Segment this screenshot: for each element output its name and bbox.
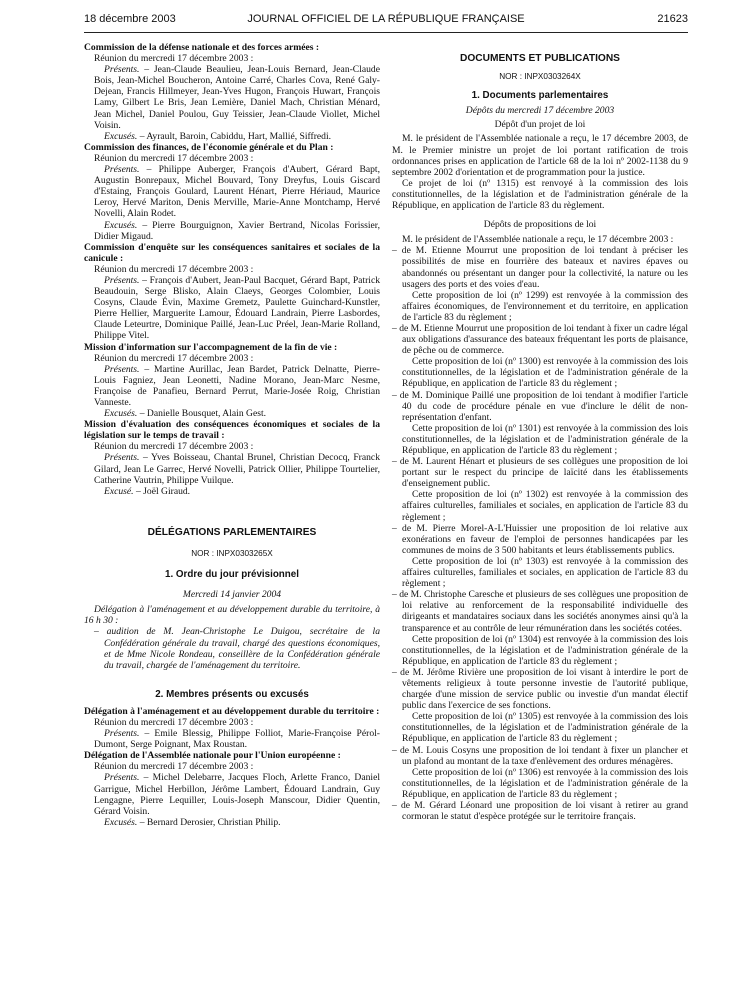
proposal-item: – de M. Jérôme Rivière une proposition de loi visant à interdire le port de vêtements religieux à toute personne investie de l'autorité publique, chargée d'une mission de service public ou investie d'un mandat électif public dans l'exercice de ses fonctions. xyxy=(392,666,688,712)
deposits-date: Dépôts du mercredi 17 décembre 2003 xyxy=(465,105,615,117)
agenda-intro: Délégation à l'aménagement et au développement durable du territoire, à 16 h 30 : xyxy=(84,604,380,627)
documents-heading: DOCUMENTS ET PUBLICATIONS xyxy=(460,53,620,64)
proposals-intro: M. le président de l'Assemblée nationale a reçu, le 17 décembre 2003 : xyxy=(402,234,674,246)
delegations-nor: NOR : INPX0303265X xyxy=(191,548,273,558)
present-members: Présents. – Martine Aurillac, Jean Bardet, Patrick Delnatte, Pierre-Louis Fagniez, Jean Leonetti, Nadine Morano, Jean-Marc Nesme, Françoise de Panafieu, Bernard Perrut, Marie-Josée Roig, Christian Vanneste. xyxy=(94,363,380,408)
proposal-item: – de M. Laurent Hénart et plusieurs de ses collègues une proposition de loi portant sur le respect du principe de laïcité dans les établissements d'enseignement public. xyxy=(392,456,688,490)
proposals-subheading: Dépôts de propositions de loi xyxy=(483,219,597,231)
proposal-list xyxy=(392,245,688,822)
meeting-date: Réunion du mercredi 17 décembre 2003 : xyxy=(94,761,254,773)
commission-block xyxy=(84,242,380,342)
running-header xyxy=(84,13,688,29)
meeting-date: Réunion du mercredi 17 décembre 2003 : xyxy=(94,263,254,275)
commission-block xyxy=(84,342,380,420)
commission-title: Commission de la défense nationale et des forces armées : xyxy=(84,42,320,53)
meeting-date: Réunion du mercredi 17 décembre 2003 : xyxy=(94,352,254,364)
left-column xyxy=(84,42,380,828)
header-title: JOURNAL OFFICIEL DE LA RÉPUBLIQUE FRANÇAISE xyxy=(247,13,525,25)
present-members: Présents. – Michel Delebarre, Jacques Floch, Arlette Franco, Daniel Garrigue, Michel Herbillon, Jérôme Lambert, Édouard Landrain, Guy Lengagne, Pierre Lequiller, Louis-Joseph Manscour, Didier Quentin, Gérard Voisin. xyxy=(94,772,380,817)
agenda-date: Mercredi 14 janvier 2004 xyxy=(182,589,282,601)
agenda-title: 1. Ordre du jour prévisionnel xyxy=(165,569,299,581)
bill-paragraph: M. le président de l'Assemblée nationale a reçu, le 17 décembre 2003, de M. le Premier ministre un projet de loi portant ratification de trois ordonnances prises en application de l'article 68 de la loi nº 2002-1138 du 9 septembre 2002 d'orientation et de programmation pour la justice. xyxy=(392,133,688,178)
present-members: Présents. – Jean-Claude Beaulieu, Jean-Louis Bernard, Jean-Claude Bois, Jean-Michel Boucheron, Antoine Carré, Charles Cova, René Galy-Dejean, Francis Hillmeyer, Jean-Yves Hugon, François Huwart, François Lamy, Gilbert Le Bris, Jean Lemière, Daniel Mach, Christian Ménard, Jean Michel, Daniel Poulou, Guy Teissier, Jean-Claude Viollet, Michel Voisin. xyxy=(94,64,380,131)
header-rule xyxy=(84,32,688,33)
delegations-heading: DÉLÉGATIONS PARLEMENTAIRES xyxy=(147,526,317,538)
commission-block xyxy=(84,42,380,142)
proposal-item: – de M. Christophe Caresche et plusieurs de ses collègues une proposition de loi relative au renforcement de la responsabilité individuelle des dirigeants et mandataires sociaux dans les sociétés anonymes ainsi qu'à la transparence et au contrôle de leur rémunération dans les sociétés cotées. xyxy=(392,589,689,634)
proposal-item: – de M. Etienne Mourrut une proposition de loi tendant à fixer un cadre légal aux obligations d'assurance des bateaux fréquentant les ports de plaisance, de pêche ou de commerce. xyxy=(392,322,688,357)
agenda-item: – audition de M. Jean-Christophe Le Duigou, secrétaire de la Confédération générale du travail, chargé des questions économiques, et de Mme Nicole Rondeau, conseillère de la Confédération générale du travail, chargée de l'aménagement du territoire. xyxy=(94,626,380,671)
proposal-item: – de M. Pierre Morel-A-L'Huissier une proposition de loi relative aux exonérations en faveur de l'emploi de personnes handicapées par les communes de moins de 3 500 habitants et leurs établissements publics. xyxy=(392,522,688,556)
commission-title: Commission des finances, de l'économie générale et du Plan : xyxy=(84,141,334,153)
proposal-referral: Cette proposition de loi (nº 1300) est renvoyée à la commission des lois constitutionnelles, de la législation et de l'administration générale de la République, en application de l'article 83 du règlement ; xyxy=(402,356,688,390)
proposal-item: – de M. Louis Cosyns une proposition de loi tendant à fixer un plancher et un plafond au montant de la taxe d'enlèvement des ordures ménagères. xyxy=(392,744,688,767)
commission-block xyxy=(84,419,380,497)
present-members: Présents. – François d'Aubert, Jean-Paul Bacquet, Gérard Bapt, Patrick Beaudouin, Serge Blisko, Alain Claeys, Georges Colombier, Louis Cosyns, Claude Évin, Maxime Gremetz, Paulette Guinchard-Kunstler, Pierre Hellier, Marguerite Lamour, Édouard Landrain, Pierre Lasbordes, Claude Leteurtre, Dominique Paillé, Jean-Luc Préel, Jean-Marie Rolland, Philippe Vitel. xyxy=(94,274,380,342)
documents-nor: NOR : INPX0303264X xyxy=(499,72,581,82)
bill-referral: Ce projet de loi (nº 1315) est renvoyé à la commission des lois constitutionnelles, de la législation et de l'administration générale de la République, en application de l'article 83 du règlement. xyxy=(392,177,688,212)
proposal-referral: Cette proposition de loi (nº 1306) est renvoyée à la commission des lois constitutionnelles, de la législation et de l'administration générale de la République, en application de l'article 83 du règlement ; xyxy=(402,766,688,800)
commission-block xyxy=(84,142,380,242)
commission-title: Mission d'information sur l'accompagnement de la fin de vie : xyxy=(84,341,338,353)
members-title: 2. Membres présents ou excusés xyxy=(155,688,309,700)
proposal-referral: Cette proposition de loi (nº 1305) est renvoyée à la commission des lois constitutionnelles, de la législation et de l'administration générale de la République, en application de l'article 83 du règlement ; xyxy=(402,711,688,745)
bill-subheading: Dépôt d'un projet de loi xyxy=(494,119,586,131)
excused-members: Excusé. – Joël Giraud. xyxy=(104,485,191,497)
meeting-date: Réunion du mercredi 17 décembre 2003 : xyxy=(94,716,254,728)
right-column xyxy=(392,42,688,822)
header-date: 18 décembre 2003 xyxy=(84,13,176,25)
proposal-referral: Cette proposition de loi (nº 1304) est renvoyée à la commission des lois constitutionnelles, de la législation et de l'administration générale de la République, en application de l'article 83 du règlement ; xyxy=(402,633,688,667)
delegation-title: Délégation de l'Assemblée nationale pour l'Union européenne : xyxy=(84,750,341,762)
commission-list xyxy=(84,42,380,497)
proposal-referral: Cette proposition de loi (nº 1302) est renvoyée à la commission des affaires culturelles, familiales et sociales, en application de l'article 83 du règlement ; xyxy=(402,489,688,523)
excused-members: Excusés. – Danielle Bousquet, Alain Gest. xyxy=(104,408,267,420)
present-members: Présents. – Philippe Auberger, François d'Aubert, Gérard Bapt, Augustin Bonrepaux, Michel Bouvard, Tony Dreyfus, Louis Giscard d'Estaing, François Goulard, Laurent Hénart, Pierre Hériaud, Maurice Leroy, Hervé Mariton, Denis Merville, Marie-Anne Montchamp, Hervé Novelli, Alain Rodet. xyxy=(94,164,380,220)
present-members: Présents. – Yves Boisseau, Chantal Brunel, Christian Decocq, Franck Gilard, Jean Le Garrec, Hervé Novelli, Patrick Ollier, Philippe Tourtelier, Catherine Vautrin, Philippe Vuilque. xyxy=(94,452,380,486)
delegation-block xyxy=(84,706,380,750)
meeting-date: Réunion du mercredi 17 décembre 2003 : xyxy=(94,441,254,453)
commission-title: Mission d'évaluation des conséquences économiques et sociales de la législation sur le temps de travail : xyxy=(84,419,380,442)
meeting-date: Réunion du mercredi 17 décembre 2003 : xyxy=(94,53,254,65)
delegation-group-list xyxy=(84,706,380,828)
proposal-item: – de M. Etienne Mourrut une proposition de loi tendant à préciser les possibilités de mise en fourrière des bateaux et navires épaves ou abandonnés ou présentant un danger pour la collectivité, la nature ou les usagers des ports et des voies d'eau. xyxy=(392,245,688,290)
excused-members: Excusés. – Bernard Derosier, Christian Philip. xyxy=(104,816,281,828)
excused-members: Excusés. – Ayrault, Baroin, Cabiddu, Hart, Mallié, Siffredi. xyxy=(104,130,332,142)
proposal-item: – de M. Dominique Paillé une proposition de loi tendant à modifier l'article 40 du code de procédure pénale en vue d'inclure le délit de non-représentation d'enfant. xyxy=(392,389,688,423)
proposal-item: – de M. Gérard Léonard une proposition de loi visant à retirer au grand cormoran le statut d'espèce protégée sur le territoire français. xyxy=(392,800,688,823)
meeting-date: Réunion du mercredi 17 décembre 2003 : xyxy=(94,152,254,164)
delegation-title: Délégation à l'aménagement et au développement durable du territoire : xyxy=(84,705,380,717)
commission-title: Commission d'enquête sur les conséquences sanitaires et sociales de la canicule : xyxy=(84,241,380,264)
delegation-block xyxy=(84,750,380,828)
present-members: Présents. – Emile Blessig, Philippe Folliot, Marie-Françoise Pérol-Dumont, Serge Poignant, Max Roustan. xyxy=(94,728,380,751)
proposal-referral: Cette proposition de loi (nº 1301) est renvoyée à la commission des lois constitutionnelles, de la législation et de l'administration générale de la République, en application de l'article 83 du règlement ; xyxy=(402,422,688,456)
excused-members: Excusés. – Pierre Bourguignon, Xavier Bertrand, Nicolas Forissier, Didier Migaud. xyxy=(94,219,380,242)
header-page-number: 21623 xyxy=(657,13,688,25)
proposal-referral: Cette proposition de loi (nº 1299) est renvoyée à la commission des affaires économiques, de l'environnement et du territoire, en application de l'article 83 du règlement ; xyxy=(402,289,688,323)
parliamentary-documents-title: 1. Documents parlementaires xyxy=(471,90,609,102)
proposal-referral: Cette proposition de loi (nº 1303) est renvoyée à la commission des affaires culturelles, familiales et sociales, en application de l'article 83 du règlement ; xyxy=(402,555,688,590)
